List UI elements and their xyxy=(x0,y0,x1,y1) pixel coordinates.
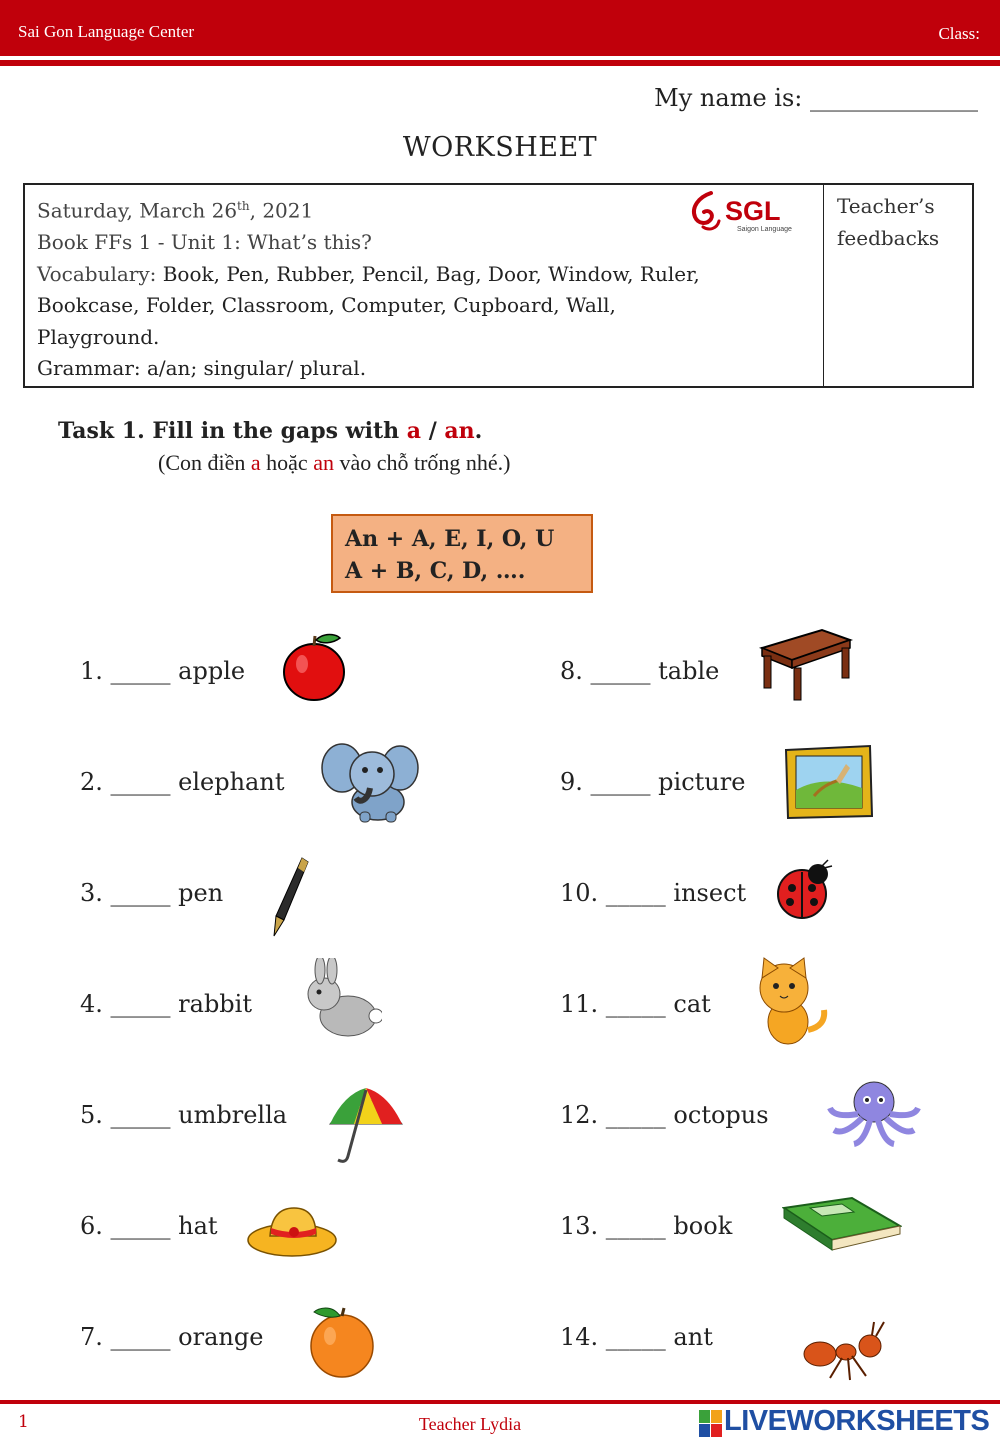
exercise-item-6[interactable]: 6. _____ hat xyxy=(80,1212,218,1240)
ladybug-icon xyxy=(772,858,834,922)
footer-rule xyxy=(0,1400,1000,1404)
exercise-item-13[interactable]: 13. _____ book xyxy=(560,1212,733,1240)
apple-icon xyxy=(280,630,348,702)
svg-text:SGL: SGL xyxy=(725,196,781,226)
exercise-item-8[interactable]: 8. _____ table xyxy=(560,657,720,685)
umbrella-icon xyxy=(326,1084,406,1166)
elephant-icon xyxy=(320,738,420,824)
table-icon xyxy=(756,626,854,704)
teacher-name: Teacher Lydia xyxy=(418,1414,522,1434)
cat-icon xyxy=(752,956,832,1048)
school-name: Sai Gon Language Center xyxy=(18,22,195,41)
exercise-item-3[interactable]: 3. _____ pen xyxy=(80,879,224,907)
lesson-info-box xyxy=(23,183,974,388)
picture-icon xyxy=(784,744,874,820)
box-divider xyxy=(823,185,824,386)
task-heading: Task 1. Fill in the gaps with a / an. xyxy=(58,418,483,444)
exercise-item-14[interactable]: 14. _____ ant xyxy=(560,1323,713,1351)
exercise-item-11[interactable]: 11. _____ cat xyxy=(560,990,711,1018)
exercise-item-9[interactable]: 9. _____ picture xyxy=(560,768,746,796)
octopus-icon xyxy=(824,1078,924,1150)
liveworksheets-logo-icon xyxy=(698,1406,724,1440)
liveworksheets-brand[interactable]: LIVEWORKSHEETS xyxy=(724,1405,990,1437)
orange-icon xyxy=(306,1302,378,1378)
header-rule xyxy=(0,60,1000,66)
exercise-item-4[interactable]: 4. _____ rabbit xyxy=(80,990,252,1018)
lesson-date: Saturday, March 26 xyxy=(37,198,238,223)
grammar-note: Grammar: a/an; singular/ plural. xyxy=(37,356,367,381)
page-number: 1 xyxy=(18,1412,29,1432)
pen-icon xyxy=(262,854,312,940)
header-bar xyxy=(0,0,1000,56)
svg-text:Saigon Language: Saigon Language xyxy=(737,226,792,233)
teacher-feedback: Teacher’s feedbacks xyxy=(837,194,940,250)
exercise-item-10[interactable]: 10. _____ insect xyxy=(560,879,747,907)
hat-icon xyxy=(246,1204,340,1258)
exercise-item-1[interactable]: 1. _____ apple xyxy=(80,657,246,685)
lesson-info: Saturday, March 26th, 2021 Book FFs 1 - Unit 1: What’s this? Vocabulary: Book, Pen, Rubber, Pencil, Bag, Door, Window, Ruler, Bookcase, Folder, Classroom, Computer, Cupboard, Wall, Playground. Grammar: a/an; singular/ plural. xyxy=(37,191,807,385)
name-line[interactable]: My name is: ______________ xyxy=(654,84,978,112)
exercise-item-2[interactable]: 2. _____ elephant xyxy=(80,768,285,796)
grammar-rule-box: An + A, E, I, O, U A + B, C, D, …. xyxy=(331,514,593,593)
exercise-item-5[interactable]: 5. _____ umbrella xyxy=(80,1101,288,1129)
task-instruction: (Con điền a hoặc an vào chỗ trống nhé.) xyxy=(158,450,511,475)
class-label: Class: xyxy=(938,24,980,43)
exercise-item-12[interactable]: 12. _____ octopus xyxy=(560,1101,769,1129)
exercise-item-7[interactable]: 7. _____ orange xyxy=(80,1323,264,1351)
ant-icon xyxy=(800,1318,894,1384)
vocab-list: Book, Pen, Rubber, Pencil, Bag, Door, Window, Ruler, xyxy=(156,261,700,286)
lesson-book: Book FFs 1 - Unit 1: What’s this? xyxy=(37,230,372,255)
page-title: WORKSHEET xyxy=(402,132,598,163)
sgl-logo xyxy=(689,189,801,235)
rabbit-icon xyxy=(300,958,382,1040)
book-icon xyxy=(782,1196,902,1256)
